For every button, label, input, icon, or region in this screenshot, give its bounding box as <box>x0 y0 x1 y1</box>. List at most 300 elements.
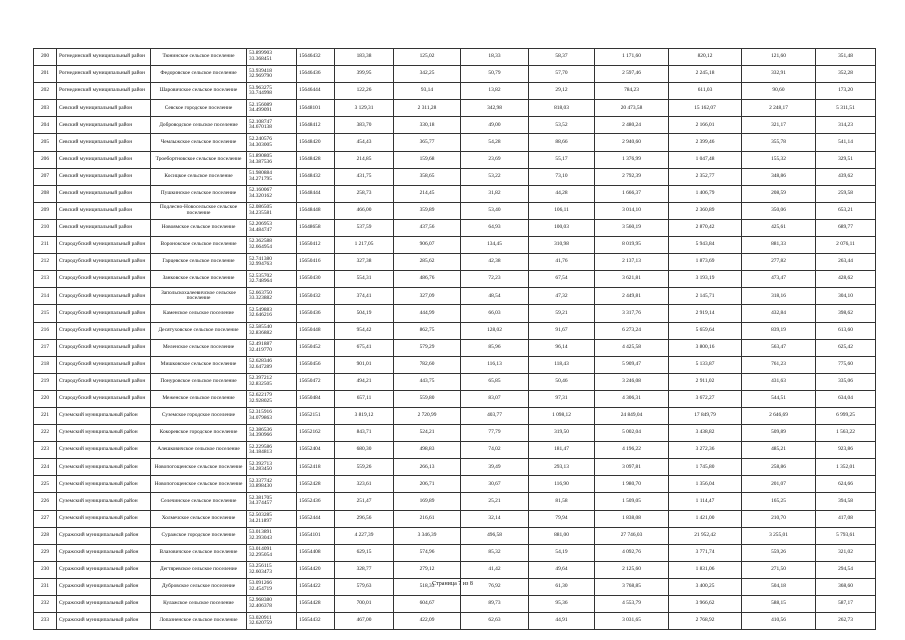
table-row <box>34 544 876 561</box>
value-5: 2 480,24 <box>595 117 669 134</box>
value-4: 59,21 <box>529 305 595 322</box>
oktmo-code: 15650416 <box>297 254 335 271</box>
value-7: 210,70 <box>742 510 816 527</box>
value-3: 403,77 <box>461 407 529 424</box>
page-footer: Страница 7 из 8 <box>432 581 473 587</box>
value-3: 64,93 <box>461 219 529 236</box>
value-1: 328,77 <box>335 561 394 578</box>
value-3: 48,54 <box>461 288 529 305</box>
value-1: 296,56 <box>335 510 394 527</box>
value-1: 680,30 <box>335 442 394 459</box>
value-7: 839,19 <box>742 322 816 339</box>
oktmo-code: 15650412 <box>297 237 335 254</box>
table-row <box>34 151 876 168</box>
oktmo-code: 15652151 <box>297 407 335 424</box>
value-2: 604,67 <box>394 596 461 613</box>
value-2: 93,14 <box>394 83 461 100</box>
municipal-district: Суражский муниципальный район <box>57 613 151 630</box>
value-2: 444,99 <box>394 305 461 322</box>
row-number: 213 <box>34 271 57 288</box>
value-8: 335,06 <box>816 373 876 390</box>
value-3: 116,13 <box>461 356 529 373</box>
value-4: 79,94 <box>529 510 595 527</box>
coordinates: 52.362588 32.664954 <box>247 237 297 254</box>
value-7: 208,59 <box>742 185 816 202</box>
value-6: 2 245,18 <box>669 66 742 83</box>
value-6: 2 166,01 <box>669 117 742 134</box>
value-8: 1 563,22 <box>816 425 876 442</box>
value-7: 2 646,69 <box>742 407 816 424</box>
value-1: 579,63 <box>335 578 394 595</box>
row-number: 210 <box>34 219 57 236</box>
settlement-name: Севское городское поселение <box>151 100 247 117</box>
value-2: 365,77 <box>394 134 461 151</box>
value-3: 342,98 <box>461 100 529 117</box>
oktmo-code: 15654101 <box>297 527 335 544</box>
table-row <box>34 237 876 254</box>
value-8: 689,77 <box>816 219 876 236</box>
value-4: 97,31 <box>529 390 595 407</box>
value-1: 504,19 <box>335 305 394 322</box>
value-1: 494,21 <box>335 373 394 390</box>
oktmo-code: 15650436 <box>297 305 335 322</box>
table-row <box>34 322 876 339</box>
value-6: 15 162,07 <box>669 100 742 117</box>
settlement-name: Каменское сельское поселение <box>151 305 247 322</box>
value-8: 6 999,25 <box>816 407 876 424</box>
oktmo-code: 15652436 <box>297 493 335 510</box>
coordinates: 53.020911 32.620759 <box>247 613 297 630</box>
value-3: 49,00 <box>461 117 529 134</box>
coordinates: 52.491887 32.419770 <box>247 339 297 356</box>
table-row <box>34 271 876 288</box>
value-8: 329,51 <box>816 151 876 168</box>
value-2: 486,76 <box>394 271 461 288</box>
value-4: 67,54 <box>529 271 595 288</box>
value-7: 3 255,01 <box>742 527 816 544</box>
value-4: 73,10 <box>529 168 595 185</box>
row-number: 215 <box>34 305 57 322</box>
value-7: 509,89 <box>742 425 816 442</box>
value-8: 394,58 <box>816 493 876 510</box>
settlement-name: Холмечское сельское поселение <box>151 510 247 527</box>
value-2: 862,75 <box>394 322 461 339</box>
value-1: 954,42 <box>335 322 394 339</box>
table-row <box>34 356 876 373</box>
value-7: 504,18 <box>742 578 816 595</box>
value-8: 625,42 <box>816 339 876 356</box>
coordinates: 52.386536 34.390966 <box>247 425 297 442</box>
row-number: 229 <box>34 544 57 561</box>
value-1: 4 227,39 <box>335 527 394 544</box>
value-5: 5 002,04 <box>595 425 669 442</box>
value-7: 473,47 <box>742 271 816 288</box>
municipal-district: Суражский муниципальный район <box>57 527 151 544</box>
municipal-district: Севский муниципальный район <box>57 100 151 117</box>
value-3: 30,67 <box>461 476 529 493</box>
value-2: 437,56 <box>394 219 461 236</box>
value-5: 1 666,37 <box>595 185 669 202</box>
coordinates: 52.622179 32.928025 <box>247 390 297 407</box>
municipal-district: Севский муниципальный район <box>57 202 151 219</box>
table-row <box>34 390 876 407</box>
value-7: 201,07 <box>742 476 816 493</box>
value-1: 559,26 <box>335 459 394 476</box>
value-6: 2 360,89 <box>669 202 742 219</box>
municipal-district: Севский муниципальный район <box>57 134 151 151</box>
oktmo-code: 15652444 <box>297 510 335 527</box>
value-5: 1 171,60 <box>595 49 669 66</box>
municipal-district: Стародубский муниципальный район <box>57 305 151 322</box>
value-2: 3 346,39 <box>394 527 461 544</box>
value-4: 41,76 <box>529 254 595 271</box>
value-6: 1 047,48 <box>669 151 742 168</box>
row-number: 231 <box>34 578 57 595</box>
value-2: 579,29 <box>394 339 461 356</box>
municipal-district: Стародубский муниципальный район <box>57 254 151 271</box>
municipal-district: Стародубский муниципальный район <box>57 339 151 356</box>
value-7: 410,56 <box>742 613 816 630</box>
value-5: 3 031,65 <box>595 613 669 630</box>
value-5: 2 940,60 <box>595 134 669 151</box>
oktmo-code: 15654420 <box>297 561 335 578</box>
settlement-name: Запольскохалеевичское сельское поселение <box>151 288 247 305</box>
value-8: 775,60 <box>816 356 876 373</box>
value-8: 5 311,51 <box>816 100 876 117</box>
value-2: 906,07 <box>394 237 461 254</box>
oktmo-code: 15654428 <box>297 596 335 613</box>
value-2: 358,65 <box>394 168 461 185</box>
value-1: 327,38 <box>335 254 394 271</box>
value-3: 41,42 <box>461 561 529 578</box>
value-6: 3 672,27 <box>669 390 742 407</box>
settlement-name: Подлесно-Новосельское сельское поселение <box>151 202 247 219</box>
value-4: 50,46 <box>529 373 595 390</box>
value-6: 3 272,36 <box>669 442 742 459</box>
value-5: 6 273,24 <box>595 322 669 339</box>
table-row <box>34 66 876 83</box>
value-7: 258,86 <box>742 459 816 476</box>
coordinates: 52.315916 34.079863 <box>247 407 297 424</box>
oktmo-code: 15648428 <box>297 151 335 168</box>
value-5: 1 376,99 <box>595 151 669 168</box>
settlement-name: Меленское сельское поселение <box>151 339 247 356</box>
municipal-district: Севский муниципальный район <box>57 151 151 168</box>
value-4: 44,28 <box>529 185 595 202</box>
coordinates: 53.091266 32.454719 <box>247 578 297 595</box>
value-8: 314,23 <box>816 117 876 134</box>
value-5: 3 768,85 <box>595 578 669 595</box>
value-5: 24 849,04 <box>595 407 669 424</box>
row-number: 220 <box>34 390 57 407</box>
value-1: 843,71 <box>335 425 394 442</box>
coordinates: 52.535702 32.748964 <box>247 271 297 288</box>
municipal-district: Стародубский муниципальный район <box>57 322 151 339</box>
settlement-name: Селечинское сельское поселение <box>151 493 247 510</box>
value-1: 675,41 <box>335 339 394 356</box>
value-8: 613,60 <box>816 322 876 339</box>
municipal-district: Стародубский муниципальный район <box>57 288 151 305</box>
value-4: 54,19 <box>529 544 595 561</box>
value-6: 3 193,19 <box>669 271 742 288</box>
value-4: 88,66 <box>529 134 595 151</box>
row-number: 202 <box>34 83 57 100</box>
coordinates: 52.156089 34.499091 <box>247 100 297 117</box>
value-4: 57,70 <box>529 66 595 83</box>
settlement-name: Новопогощенское сельское поселение <box>151 459 247 476</box>
value-5: 3 014,10 <box>595 202 669 219</box>
value-7: 271,50 <box>742 561 816 578</box>
value-3: 72,23 <box>461 271 529 288</box>
value-6: 3 400,25 <box>669 578 742 595</box>
table-row <box>34 596 876 613</box>
value-3: 18,33 <box>461 49 529 66</box>
settlement-name: Влазовичское сельское поселение <box>151 544 247 561</box>
value-8: 304,10 <box>816 288 876 305</box>
value-6: 1 421,00 <box>669 510 742 527</box>
settlement-name: Новопогощенское сельское поселение <box>151 476 247 493</box>
value-7: 348,86 <box>742 168 816 185</box>
table-body <box>34 49 876 630</box>
value-6: 2 352,77 <box>669 168 742 185</box>
value-7: 559,26 <box>742 544 816 561</box>
table-row <box>34 407 876 424</box>
table-row <box>34 83 876 100</box>
value-2: 214,45 <box>394 185 461 202</box>
coordinates: 52.585540 32.836882 <box>247 322 297 339</box>
value-7: 121,60 <box>742 49 816 66</box>
municipal-district: Рогнединский муниципальный район <box>57 49 151 66</box>
municipal-district: Суземский муниципальный район <box>57 442 151 459</box>
value-1: 537,59 <box>335 219 394 236</box>
oktmo-code: 15650456 <box>297 356 335 373</box>
row-number: 208 <box>34 185 57 202</box>
coordinates: 52.337742 33.898430 <box>247 476 297 493</box>
value-3: 85,96 <box>461 339 529 356</box>
value-5: 1 980,70 <box>595 476 669 493</box>
value-2: 266,13 <box>394 459 461 476</box>
row-number: 228 <box>34 527 57 544</box>
value-1: 3 129,31 <box>335 100 394 117</box>
municipal-district: Суземский муниципальный район <box>57 425 151 442</box>
value-7: 165,25 <box>742 493 816 510</box>
value-5: 2 792,39 <box>595 168 669 185</box>
value-1: 466,00 <box>335 202 394 219</box>
settlement-name: Воронокское сельское поселение <box>151 237 247 254</box>
coordinates: 52.968380 32.406378 <box>247 596 297 613</box>
table-row <box>34 254 876 271</box>
row-number: 223 <box>34 442 57 459</box>
table-row <box>34 442 876 459</box>
value-7: 761,23 <box>742 356 816 373</box>
value-8: 634,04 <box>816 390 876 407</box>
settlement-name: Кулажское сельское поселение <box>151 596 247 613</box>
coordinates: 52.503285 34.211897 <box>247 510 297 527</box>
value-6: 3 966,62 <box>669 596 742 613</box>
value-1: 214,85 <box>335 151 394 168</box>
value-6: 5 133,87 <box>669 356 742 373</box>
value-8: 368,60 <box>816 578 876 595</box>
value-3: 50,79 <box>461 66 529 83</box>
value-1: 374,41 <box>335 288 394 305</box>
value-5: 3 560,19 <box>595 219 669 236</box>
value-8: 294,54 <box>816 561 876 578</box>
value-7: 431,63 <box>742 373 816 390</box>
row-number: 218 <box>34 356 57 373</box>
oktmo-code: 15646436 <box>297 66 335 83</box>
value-5: 784,23 <box>595 83 669 100</box>
municipal-district: Стародубский муниципальный район <box>57 271 151 288</box>
value-2: 498,83 <box>394 442 461 459</box>
value-7: 432,84 <box>742 305 816 322</box>
table-row <box>34 202 876 219</box>
value-6: 2 768,92 <box>669 613 742 630</box>
oktmo-code: 15650432 <box>297 288 335 305</box>
value-3: 89,73 <box>461 596 529 613</box>
value-6: 2 145,71 <box>669 288 742 305</box>
value-1: 657,11 <box>335 390 394 407</box>
row-number: 221 <box>34 407 57 424</box>
value-5: 8 019,95 <box>595 237 669 254</box>
value-2: 327,09 <box>394 288 461 305</box>
value-5: 20 473,58 <box>595 100 669 117</box>
value-8: 321,02 <box>816 544 876 561</box>
settlement-name: Троебортновское сельское поселение <box>151 151 247 168</box>
value-5: 2 125,60 <box>595 561 669 578</box>
oktmo-code: 15648412 <box>297 117 335 134</box>
value-8: 2 076,11 <box>816 237 876 254</box>
value-6: 1 406,79 <box>669 185 742 202</box>
value-8: 173,20 <box>816 83 876 100</box>
settlement-name: Доброводское сельское поселение <box>151 117 247 134</box>
value-3: 13,82 <box>461 83 529 100</box>
coordinates: 52.628346 32.647289 <box>247 356 297 373</box>
oktmo-code: 15648101 <box>297 100 335 117</box>
value-4: 61,30 <box>529 578 595 595</box>
settlement-name: Дубровское сельское поселение <box>151 578 247 595</box>
value-8: 352,28 <box>816 66 876 83</box>
settlement-name: Новоямское сельское поселение <box>151 219 247 236</box>
value-2: 422,09 <box>394 613 461 630</box>
value-4: 118,43 <box>529 356 595 373</box>
value-5: 1 838,08 <box>595 510 669 527</box>
oktmo-code: 15650452 <box>297 339 335 356</box>
settlement-name: Дегтяревское сельское поселение <box>151 561 247 578</box>
value-4: 81,58 <box>529 493 595 510</box>
table-row <box>34 476 876 493</box>
value-4: 44,91 <box>529 613 595 630</box>
value-2: 159,68 <box>394 151 461 168</box>
table-row <box>34 219 876 236</box>
settlement-name: Понуровское сельское поселение <box>151 373 247 390</box>
value-7: 318,16 <box>742 288 816 305</box>
row-number: 205 <box>34 134 57 151</box>
value-4: 47,32 <box>529 288 595 305</box>
settlement-name: Десятуховское сельское поселение <box>151 322 247 339</box>
value-6: 2 399,46 <box>669 134 742 151</box>
municipal-district: Севский муниципальный район <box>57 185 151 202</box>
value-2: 206,71 <box>394 476 461 493</box>
municipal-district: Рогнединский муниципальный район <box>57 83 151 100</box>
value-2: 330,18 <box>394 117 461 134</box>
value-1: 901,01 <box>335 356 394 373</box>
row-number: 230 <box>34 561 57 578</box>
settlement-name: Гарцевское сельское поселение <box>151 254 247 271</box>
value-2: 2 720,99 <box>394 407 461 424</box>
municipal-district: Суземский муниципальный район <box>57 476 151 493</box>
value-7: 563,47 <box>742 339 816 356</box>
coordinates: 52.206953 34.484747 <box>247 219 297 236</box>
oktmo-code: 15648658 <box>297 219 335 236</box>
table-row <box>34 561 876 578</box>
value-2: 518,33 <box>394 578 461 595</box>
value-8: 541,14 <box>816 134 876 151</box>
value-8: 624,66 <box>816 476 876 493</box>
value-1: 122,26 <box>335 83 394 100</box>
value-4: 116,90 <box>529 476 595 493</box>
settlement-name: Алешковичское сельское поселение <box>151 442 247 459</box>
row-number: 204 <box>34 117 57 134</box>
coordinates: 52.160067 34.320162 <box>247 185 297 202</box>
value-4: 293,13 <box>529 459 595 476</box>
value-8: 417,08 <box>816 510 876 527</box>
value-6: 21 952,42 <box>669 527 742 544</box>
row-number: 227 <box>34 510 57 527</box>
data-table <box>33 48 876 630</box>
municipal-district: Суражский муниципальный район <box>57 561 151 578</box>
row-number: 224 <box>34 459 57 476</box>
value-8: 587,17 <box>816 596 876 613</box>
value-7: 485,21 <box>742 442 816 459</box>
value-8: 262,73 <box>816 613 876 630</box>
value-2: 359,89 <box>394 202 461 219</box>
value-7: 355,78 <box>742 134 816 151</box>
oktmo-code: 15650448 <box>297 322 335 339</box>
coordinates: 52.549883 32.646216 <box>247 305 297 322</box>
value-4: 96,14 <box>529 339 595 356</box>
municipal-district: Суземский муниципальный район <box>57 510 151 527</box>
table-row <box>34 134 876 151</box>
value-6: 2 870,42 <box>669 219 742 236</box>
coordinates: 53.963275 33.744998 <box>247 83 297 100</box>
table-row <box>34 305 876 322</box>
value-3: 65,85 <box>461 373 529 390</box>
value-2: 559,80 <box>394 390 461 407</box>
value-4: 58,37 <box>529 49 595 66</box>
coordinates: 52.397212 32.832505 <box>247 373 297 390</box>
value-3: 83,07 <box>461 390 529 407</box>
table-row <box>34 459 876 476</box>
value-5: 3 621,81 <box>595 271 669 288</box>
value-3: 42,38 <box>461 254 529 271</box>
row-number: 211 <box>34 237 57 254</box>
value-2: 574,96 <box>394 544 461 561</box>
value-3: 496,58 <box>461 527 529 544</box>
table-row <box>34 339 876 356</box>
value-3: 54,28 <box>461 134 529 151</box>
value-3: 32,14 <box>461 510 529 527</box>
value-6: 611,03 <box>669 83 742 100</box>
municipal-district: Суземский муниципальный район <box>57 493 151 510</box>
value-3: 39,49 <box>461 459 529 476</box>
value-5: 2 449,81 <box>595 288 669 305</box>
coordinates: 51.980884 34.271795 <box>247 168 297 185</box>
coordinates: 53.013891 32.393043 <box>247 527 297 544</box>
value-8: 351,48 <box>816 49 876 66</box>
value-7: 277,82 <box>742 254 816 271</box>
value-5: 3 246,08 <box>595 373 669 390</box>
value-6: 2 911,02 <box>669 373 742 390</box>
